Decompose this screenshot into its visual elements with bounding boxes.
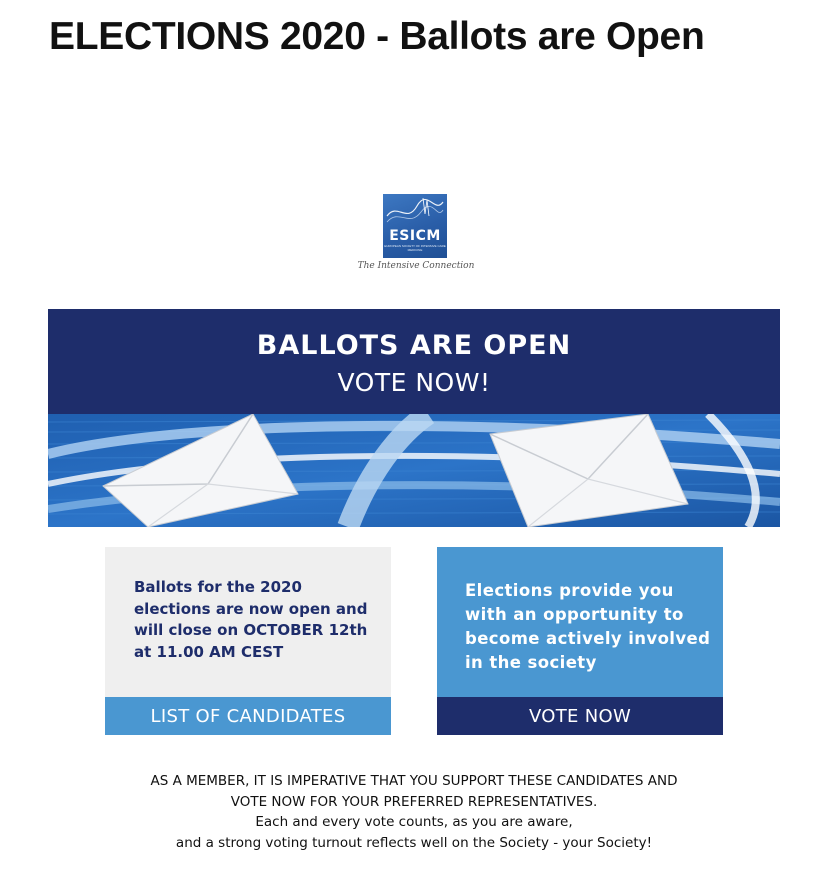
esicm-logo [356,194,476,278]
elections-info-card [437,547,723,735]
list-of-candidates-button[interactable]: LIST OF CANDIDATES [105,697,391,735]
envelopes-hero-image [48,414,780,527]
footer-line: VOTE NOW FOR YOUR PREFERRED REPRESENTATIVES. [230,793,598,810]
logo-tagline: The Intensive Connection [357,261,475,271]
footer-line: AS A MEMBER, IT IS IMPERATIVE THAT YOU SUPPORT THESE CANDIDATES AND [150,773,678,789]
logo-emblem [383,194,447,258]
footer-line: and a strong voting turnout reflects well on the Society - your Society! [175,834,653,851]
logo-name: ESICM [389,228,441,244]
banner-subheadline: VOTE NOW! [337,368,491,397]
logo-subtitle: EUROPEAN SOCIETY OF INTENSIVE CARE MEDICINE [384,244,446,252]
page-title: ELECTIONS 2020 - Ballots are Open [49,15,705,58]
ballots-info-card [105,547,391,735]
footer-message [64,771,764,853]
ballots-info-text: Ballots for the 2020 elections are now open and will close on OCTOBER 12th at 11.00 AM CEST [134,578,368,661]
ballots-banner [48,309,780,414]
banner-headline: BALLOTS ARE OPEN [256,330,572,361]
elections-info-text: Elections provide you with an opportunity to become actively involved in the society [465,581,711,672]
footer-line: Each and every vote counts, as you are aware, [255,814,573,830]
envelopes-illustration [48,414,780,527]
vote-now-button[interactable]: VOTE NOW [437,697,723,735]
